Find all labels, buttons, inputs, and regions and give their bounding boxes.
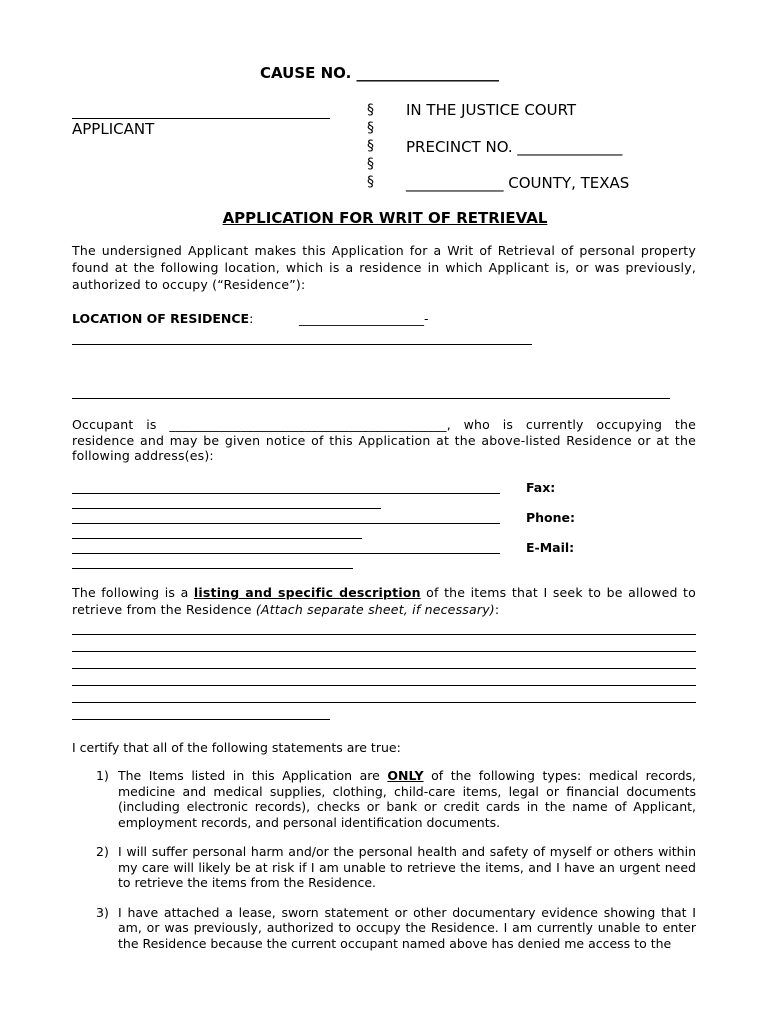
section-symbol: § bbox=[367, 102, 374, 118]
section-symbol: § bbox=[367, 120, 374, 136]
county-label: COUNTY, TEXAS bbox=[503, 174, 630, 192]
address-line bbox=[72, 538, 362, 539]
cause-number: CAUSE NO. ___________________ bbox=[260, 64, 500, 82]
listing-colon: : bbox=[494, 602, 500, 617]
address-line bbox=[72, 493, 500, 494]
fax-label: Fax: bbox=[526, 480, 556, 495]
statement-text: I have attached a lease, sworn statement or other documentary evidence showing that I am, or was previously, authorized to occupy the Residence. I am currently unable to enter the Residence because the current occupant named above has denied me access to the bbox=[118, 904, 696, 951]
listing-paragraph bbox=[72, 584, 696, 618]
address-line bbox=[72, 508, 381, 509]
court-name: IN THE JUSTICE COURT bbox=[406, 101, 577, 119]
section-symbol: § bbox=[367, 156, 374, 172]
items-line bbox=[72, 685, 696, 686]
items-line bbox=[72, 719, 330, 720]
county-blank: _____________ bbox=[406, 174, 504, 192]
items-line bbox=[72, 634, 696, 635]
list-item bbox=[72, 768, 696, 830]
items-line bbox=[72, 702, 696, 703]
statement-text: I will suffer personal harm and/or the personal health and safety of myself or others within my care will likely be at risk if I am unable to retrieve the items, and I have an urgent need to retrieve the items from the Residence. bbox=[118, 844, 696, 890]
items-line bbox=[72, 651, 696, 652]
statement-text: of the following types: medical records, medicine and medical supplies, clothing, child-care items, legal or financial documents (including electronic records), checks or bank or credit cards in the name of Applicant, employment records, and personal identification documents. bbox=[118, 768, 696, 830]
location-colon: : bbox=[249, 311, 254, 326]
location-label-row bbox=[72, 311, 253, 326]
listing-note: (Attach separate sheet, if necessary) bbox=[255, 602, 495, 617]
phone-label: Phone: bbox=[526, 510, 576, 525]
location-line bbox=[72, 398, 670, 399]
only-emphasis: ONLY bbox=[387, 768, 424, 783]
document-title: APPLICATION FOR WRIT OF RETRIEVAL bbox=[222, 209, 548, 227]
section-symbol: § bbox=[367, 138, 374, 154]
statement-text: The Items listed in this Application are bbox=[118, 768, 388, 783]
items-line bbox=[72, 668, 696, 669]
statement-list bbox=[72, 768, 696, 965]
listing-suffix: of the items that I seek to be allowed to retrieve from the Residence bbox=[72, 585, 696, 617]
section-symbol: § bbox=[367, 174, 374, 190]
address-line bbox=[72, 568, 353, 569]
email-label: E-Mail: bbox=[526, 540, 575, 555]
list-number: 3) bbox=[96, 904, 109, 920]
certify-statement: I certify that all of the following statements are true: bbox=[72, 740, 401, 755]
county-field bbox=[406, 174, 629, 192]
intro-paragraph: The undersigned Applicant makes this Application for a Writ of Retrieval of personal property found at the following location, which is a residence in which Applicant is, or was previously, authorized to occupy (“Residence”): bbox=[72, 243, 696, 292]
occupant-paragraph: Occupant is ___________________________________________, who is currently occupying the residence and may be given notice of this Application at the above-listed Residence or at the following address(es): bbox=[72, 417, 696, 463]
address-line bbox=[72, 553, 500, 554]
applicant-label: APPLICANT bbox=[72, 120, 155, 138]
location-label: LOCATION OF RESIDENCE bbox=[72, 311, 250, 326]
precinct-field: PRECINCT NO. ______________ bbox=[406, 138, 623, 156]
list-number: 1) bbox=[96, 768, 109, 783]
list-item bbox=[72, 844, 696, 891]
address-line bbox=[72, 523, 500, 524]
location-line bbox=[72, 344, 532, 345]
location-blank: ____________________- bbox=[299, 311, 429, 326]
applicant-signature-line bbox=[72, 118, 330, 119]
listing-prefix: The following is a bbox=[72, 585, 194, 600]
listing-emphasis: listing and specific description bbox=[193, 585, 421, 600]
list-number: 2) bbox=[96, 844, 109, 859]
list-item bbox=[72, 905, 696, 952]
